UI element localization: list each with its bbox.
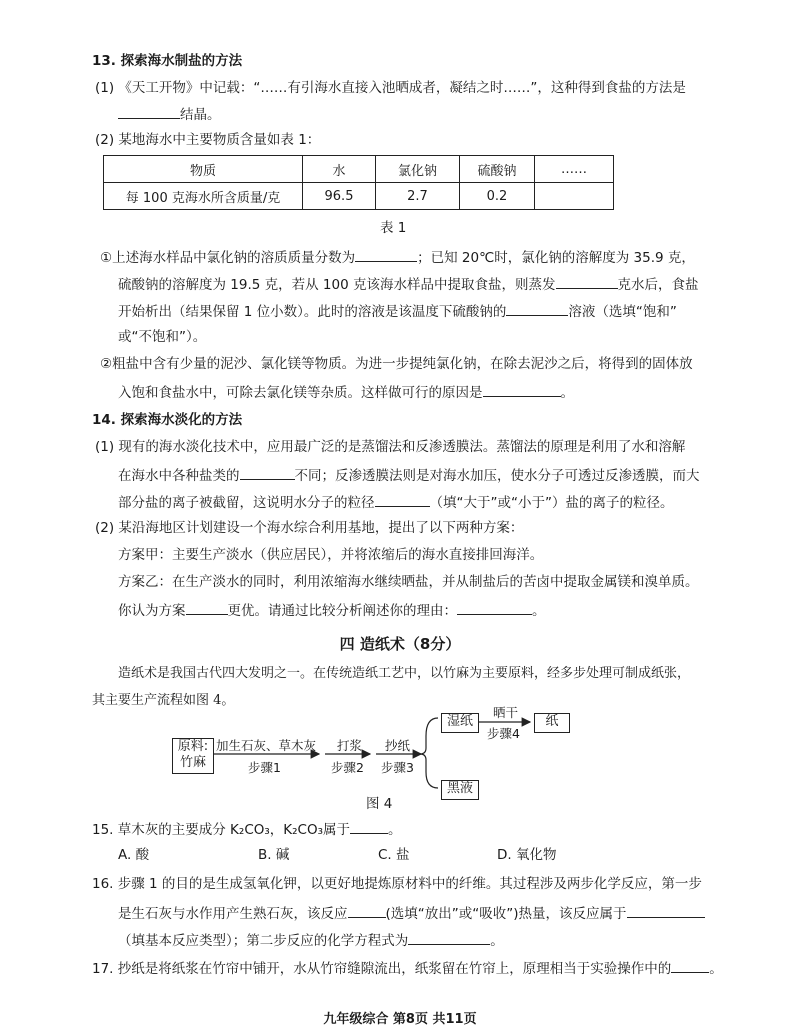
step2-bottom-label: 步骤2: [331, 760, 364, 775]
answer-blank[interactable]: [408, 930, 490, 945]
table-header-cell: 水: [303, 156, 376, 183]
q13-part1-line2: 结晶。: [118, 104, 221, 124]
q16-line1: 16. 步骤 1 的目的是生成氢氧化钾，以更好地提炼原材料中的纤维。其过程涉及两步化学反应，第一步: [92, 876, 702, 892]
answer-blank[interactable]: [627, 903, 705, 918]
q15-option-c[interactable]: C. 盐: [378, 847, 410, 863]
q14-title: 14. 探索海水淡化的方法: [92, 412, 243, 428]
page-footer: 九年级综合 第8页 共11页: [323, 1012, 477, 1027]
step1-top-label: 加生石灰、草木灰: [216, 738, 317, 753]
q14-part2-intro: (2) 某沿海地区计划建设一个海水综合利用基地，提出了以下两种方案：: [95, 520, 524, 536]
q13-sub1-line1: ①上述海水样品中氯化钠的溶质质量分数为 ；已知 20℃时，氯化钠的溶解度为 35.9 克，: [100, 247, 695, 267]
paper-box: 纸: [534, 713, 570, 733]
plan-a: 方案甲：主要生产淡水（供应居民），并将浓缩后的海水直接排回海洋。: [118, 547, 544, 563]
section-intro-line2: 其主要生产流程如图 4。: [92, 693, 235, 708]
q13-sub1-line2: 硫酸钠的溶解度为 19.5 克，若从 100 克该海水样品中提取食盐，则蒸发 克水后，食盐: [118, 274, 699, 294]
table-cell: 0.2: [460, 183, 535, 210]
wet-paper-box: 湿纸: [441, 713, 479, 733]
table-cell: 2.7: [376, 183, 460, 210]
q14-part2-question: 你认为方案 更优。请通过比较分析阐述你的理由： 。: [118, 600, 546, 620]
q13-sub2-line2: 入饱和食盐水中，可除去氯化镁等杂质。这样做可行的原因是 。: [118, 382, 574, 402]
q13-sub1-line3: 开始析出（结果保留 1 位小数）。此时的溶液是该温度下硫酸钠的 溶液（选填“饱和”: [118, 301, 677, 321]
section-heading: 四 造纸术（8分）: [339, 635, 461, 653]
table-header-cell: 物质: [104, 156, 303, 183]
table-header-cell: 硫酸钠: [460, 156, 535, 183]
answer-blank[interactable]: [348, 903, 386, 918]
section-intro-line1: 造纸术是我国古代四大发明之一。在传统造纸工艺中，以竹麻为主要原料，经多步处理可制成纸张，: [118, 666, 691, 681]
raw-material-box: 原料: 竹麻: [172, 738, 214, 774]
table-header-cell: 氯化钠: [376, 156, 460, 183]
q16-line3: （填基本反应类型）；第二步反应的化学方程式为 。: [118, 930, 504, 950]
table-caption: 表 1: [380, 220, 407, 236]
q13-part1-line1: (1) 《天工开物》中记载：“……有引海水直接入池晒成者，凝结之时……”，这种得到食盐的方法是: [95, 80, 686, 96]
q14-part1-line3: 部分盐的离子被截留，这说明水分子的粒径 （填“大于”或“小于”）盐的离子的粒径。: [118, 492, 673, 512]
branch-brace: [420, 718, 438, 788]
black-liquor-box: 黑液: [441, 780, 479, 800]
q13-part2-intro: (2) 某地海水中主要物质含量如表 1：: [95, 132, 321, 148]
plan-b: 方案乙：在生产淡水的同时，利用浓缩海水继续晒盐，并从制盐后的苦卤中提取金属镁和溴单质。: [118, 574, 699, 590]
table-cell: 96.5: [303, 183, 376, 210]
q13-title: 13. 探索海水制盐的方法: [92, 53, 243, 69]
q13-sub1-line4: 或“不饱和”）。: [118, 329, 207, 345]
q17-stem: 17. 抄纸是将纸浆在竹帘中铺开，水从竹帘缝隙流出，纸浆留在竹帘上，原理相当于实验操作中的 。: [92, 958, 723, 978]
table-header-cell: ……: [535, 156, 614, 183]
figure-caption: 图 4: [366, 796, 393, 812]
step1-bottom-label: 步骤1: [248, 760, 281, 775]
step3-bottom-label: 步骤3: [381, 760, 414, 775]
q15-option-b[interactable]: B. 碱: [258, 847, 290, 863]
table-cell: 每 100 克海水所含质量/克: [104, 183, 303, 210]
q16-line2: 是生石灰与水作用产生熟石灰，该反应 (选填“放出”或“吸收”)热量，该反应属于: [118, 903, 705, 923]
q13-sub2-line1: ②粗盐中含有少量的泥沙、氯化镁等物质。为进一步提纯氯化钠，在除去泥沙之后，将得到的固体放: [100, 356, 693, 372]
q15-option-a[interactable]: A. 酸: [118, 847, 150, 863]
answer-blank[interactable]: [350, 819, 388, 834]
step4-top-label: 晒干: [493, 705, 519, 720]
q15-option-d[interactable]: D. 氧化物: [497, 847, 557, 863]
step3-top-label: 抄纸: [385, 738, 411, 753]
answer-blank[interactable]: [671, 958, 709, 973]
q14-part1-line2: 在海水中各种盐类的 不同；反渗透膜法则是对海水加压，使水分子可透过反渗透膜，而大: [118, 465, 700, 485]
step4-bottom-label: 步骤4: [487, 726, 520, 741]
step2-top-label: 打浆: [337, 738, 363, 753]
q15-stem: 15. 草木灰的主要成分 K₂CO₃，K₂CO₃属于 。: [92, 819, 402, 839]
q14-part1-line1: (1) 现有的海水淡化技术中，应用最广泛的是蒸馏法和反渗透膜法。蒸馏法的原理是利用了水和溶解: [95, 439, 686, 455]
